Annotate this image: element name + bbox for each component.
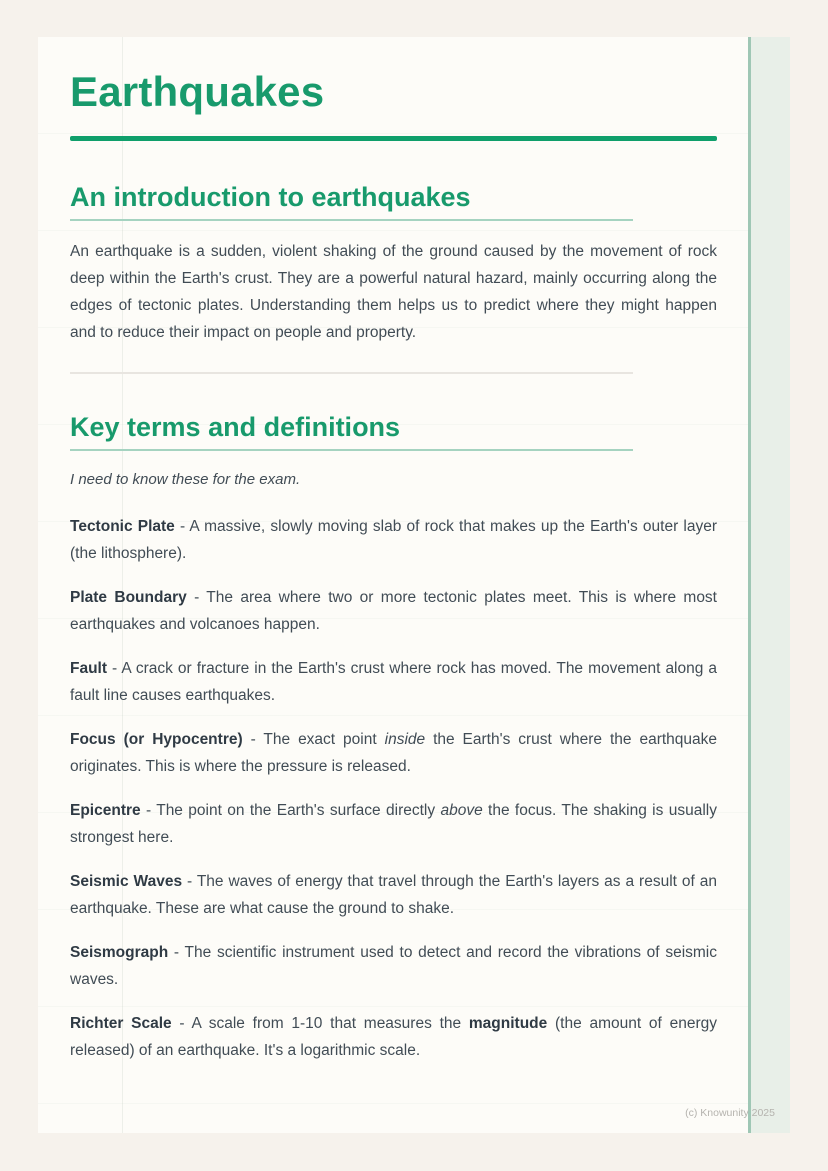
definition-item: [70, 584, 717, 638]
copyright-footer: (c) Knowunity 2025: [685, 1107, 775, 1119]
definition-item: [70, 513, 717, 567]
definition-text-regular: - The exact point: [242, 731, 385, 748]
definition-term: Seismograph: [70, 944, 169, 961]
page-content: [38, 37, 790, 1064]
definition-text-regular: - A crack or fracture in the Earth's crust where rock has moved. The movement along a fault line causes earthquakes.: [70, 660, 717, 704]
definition-term: Tectonic Plate: [70, 518, 175, 535]
definition-text-regular: (the amount of energy released) of an earthquake. It's a logarithmic scale.: [70, 1015, 717, 1059]
definition-text-regular: the focus. The shaking is usually strongest here.: [70, 802, 717, 846]
title-rule: [70, 136, 717, 141]
document-page: [38, 37, 790, 1133]
definition-text-regular: - The point on the Earth's surface directly: [140, 802, 441, 819]
definition-item: [70, 797, 717, 851]
definition-text-regular: - The area where two or more tectonic plates meet. This is where most earthquakes and volcanoes happen.: [70, 589, 717, 633]
definition-item: [70, 655, 717, 709]
introduction-paragraph: An earthquake is a sudden, violent shaking of the ground caused by the movement of rock deep within the Earth's crust. They are a powerful natural hazard, mainly occurring along the edges of tectonic plates. Understanding them helps us to predict where they might happen and to reduce their impact on people and property.: [70, 243, 717, 341]
exam-note: I need to know these for the exam.: [70, 471, 301, 488]
section-underline: [70, 219, 633, 221]
definition-term: Focus (or Hypocentre): [70, 731, 243, 748]
definition-term: Epicentre: [70, 802, 141, 819]
definition-item: [70, 1010, 717, 1064]
section-divider: [70, 372, 633, 374]
definition-text-regular: the Earth's crust where the earthquake originates. This is where the pressure is released.: [70, 731, 718, 775]
definition-term: Plate Boundary: [70, 589, 187, 606]
definition-text-regular: - The scientific instrument used to detect and record the vibrations of seismic waves.: [70, 944, 717, 988]
definition-term: Richter Scale: [70, 1015, 172, 1032]
definition-text-regular: - The waves of energy that travel through the Earth's layers as a result of an earthquake. These are what cause the ground to shake.: [70, 873, 717, 917]
definition-text-italic: above: [440, 802, 483, 819]
section-heading-introduction: An introduction to earthquakes: [70, 182, 471, 212]
section-heading-key-terms: Key terms and definitions: [70, 412, 401, 442]
definition-item: [70, 726, 717, 780]
definition-item: [70, 868, 717, 922]
definition-text-bold: magnitude: [468, 1015, 548, 1032]
page-title: Earthquakes: [70, 68, 325, 115]
definitions-list: [70, 513, 717, 1064]
definition-term: Fault: [70, 660, 108, 677]
definition-text-italic: inside: [384, 731, 426, 748]
definition-text-regular: - A massive, slowly moving slab of rock that makes up the Earth's outer layer (the lithosphere).: [70, 518, 717, 562]
section-underline: [70, 449, 633, 451]
definition-item: [70, 939, 717, 993]
definition-text-regular: - A scale from 1-10 that measures the: [171, 1015, 469, 1032]
definition-term: Seismic Waves: [70, 873, 183, 890]
